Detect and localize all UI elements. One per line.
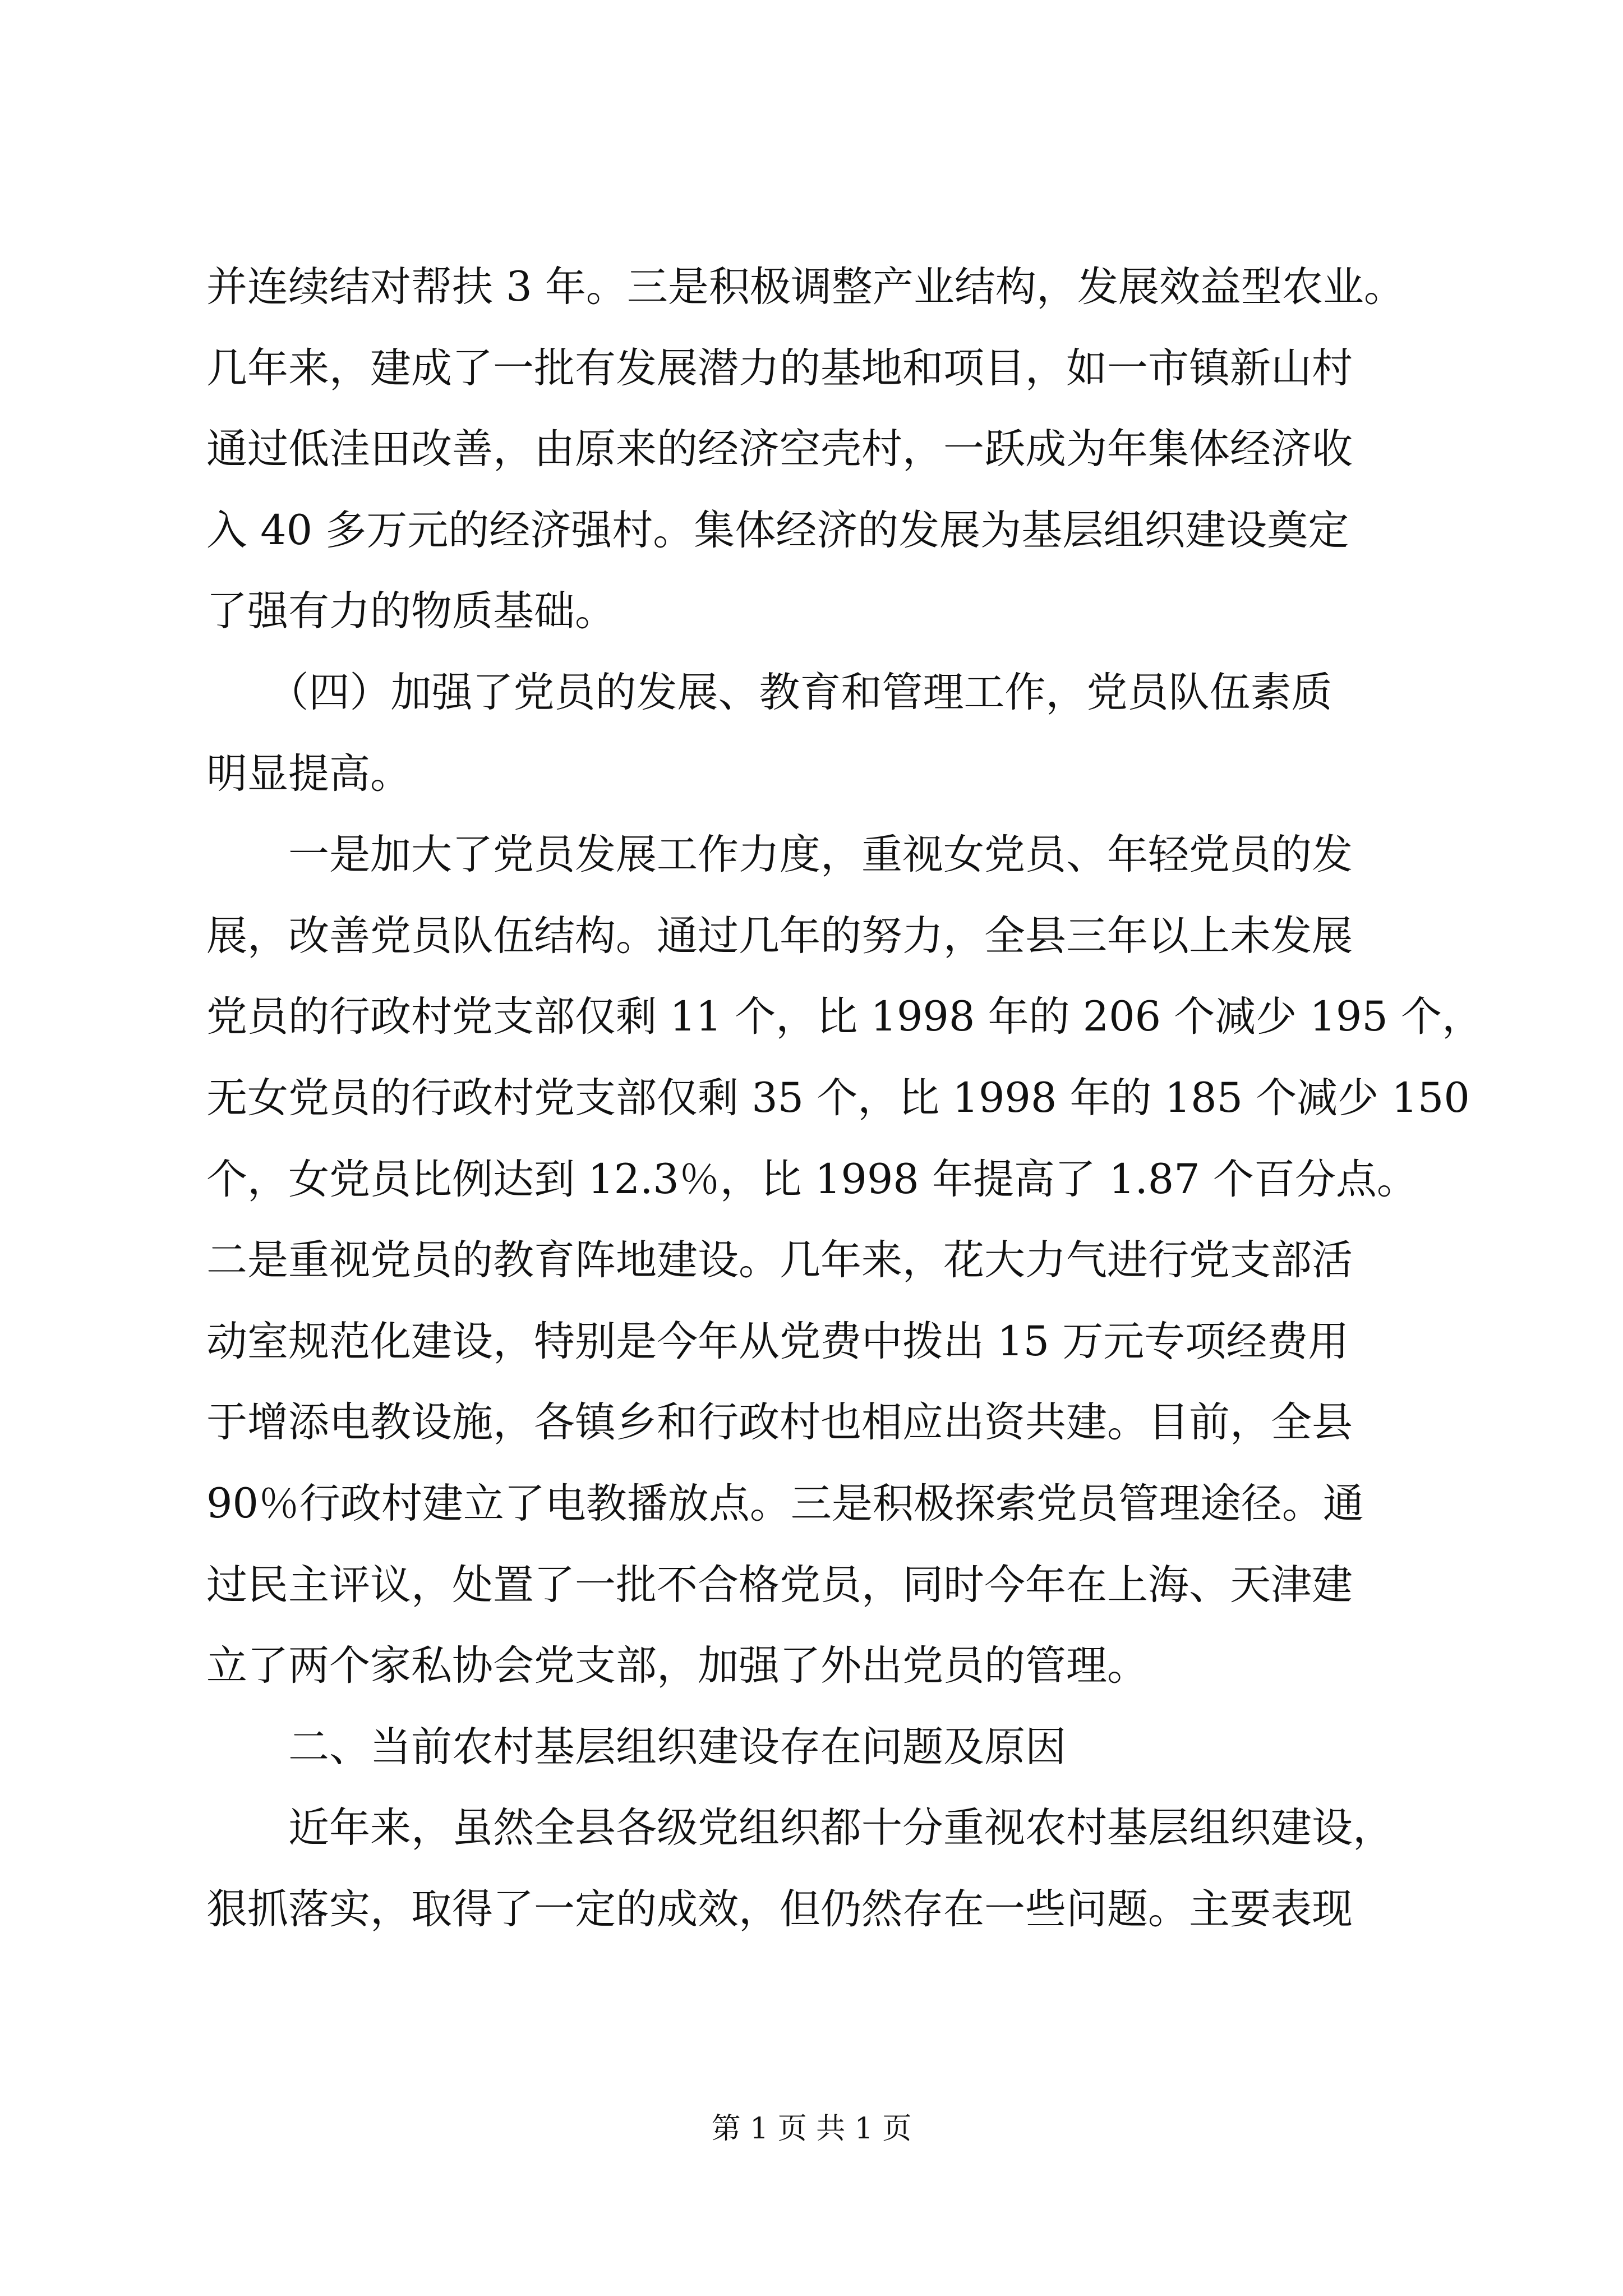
text-line: 展，改善党员队伍结构。通过几年的努力，全县三年以上未发展: [206, 912, 1353, 960]
text-line: 无女党员的行政村党支部仅剩 35 个，比 1998 年的 185 个减少 150: [206, 1074, 1470, 1122]
text-line: 狠抓落实，取得了一定的成效，但仍然存在一些问题。主要表现: [206, 1885, 1353, 1933]
section-heading-line: 二、当前农村基层组织建设存在问题及原因: [206, 1723, 1066, 1771]
text-line: 90％行政村建立了电教播放点。三是积极探索党员管理途径。通: [206, 1479, 1364, 1527]
text-line: 几年来，建成了一批有发展潜力的基地和项目，如一市镇新山村: [206, 344, 1353, 392]
text-line: 个，女党员比例达到 12.3％，比 1998 年提高了 1.87 个百分点。: [206, 1155, 1418, 1203]
text-line: 过民主评议，处置了一批不合格党员，同时今年在上海、天津建: [206, 1561, 1353, 1609]
text-line: 近年来，虽然全县各级党组织都十分重视农村基层组织建设，: [206, 1804, 1394, 1852]
text-line: 二是重视党员的教育阵地建设。几年来，花大力气进行党支部活: [206, 1236, 1353, 1285]
text-line: 动室规范化建设，特别是今年从党费中拨出 15 万元专项经费用: [206, 1317, 1349, 1365]
text-line: 通过低洼田改善，由原来的经济空壳村，一跃成为年集体经济收: [206, 425, 1353, 473]
section-heading-line: 明显提高。: [206, 749, 411, 798]
text-line: 党员的行政村党支部仅剩 11 个，比 1998 年的 206 个减少 195 个，: [206, 993, 1483, 1041]
section-heading-line: （四）加强了党员的发展、教育和管理工作，党员队伍素质: [206, 668, 1332, 716]
page-footer: 第 1 页 共 1 页: [711, 2112, 912, 2146]
text-line: 了强有力的物质基础。: [206, 587, 616, 636]
text-line: 立了两个家私协会党支部，加强了外出党员的管理。: [206, 1642, 1148, 1690]
body-text: [206, 247, 1483, 1950]
text-line: 并连续结对帮扶 3 年。三是积极调整产业结构，发展效益型农业。: [206, 263, 1405, 311]
text-line: 于增添电教设施，各镇乡和行政村也相应出资共建。目前，全县: [206, 1398, 1353, 1447]
text-line: 入 40 多万元的经济强村。集体经济的发展为基层组织建设奠定: [206, 506, 1349, 554]
text-line: 一是加大了党员发展工作力度，重视女党员、年轻党员的发: [206, 831, 1353, 879]
